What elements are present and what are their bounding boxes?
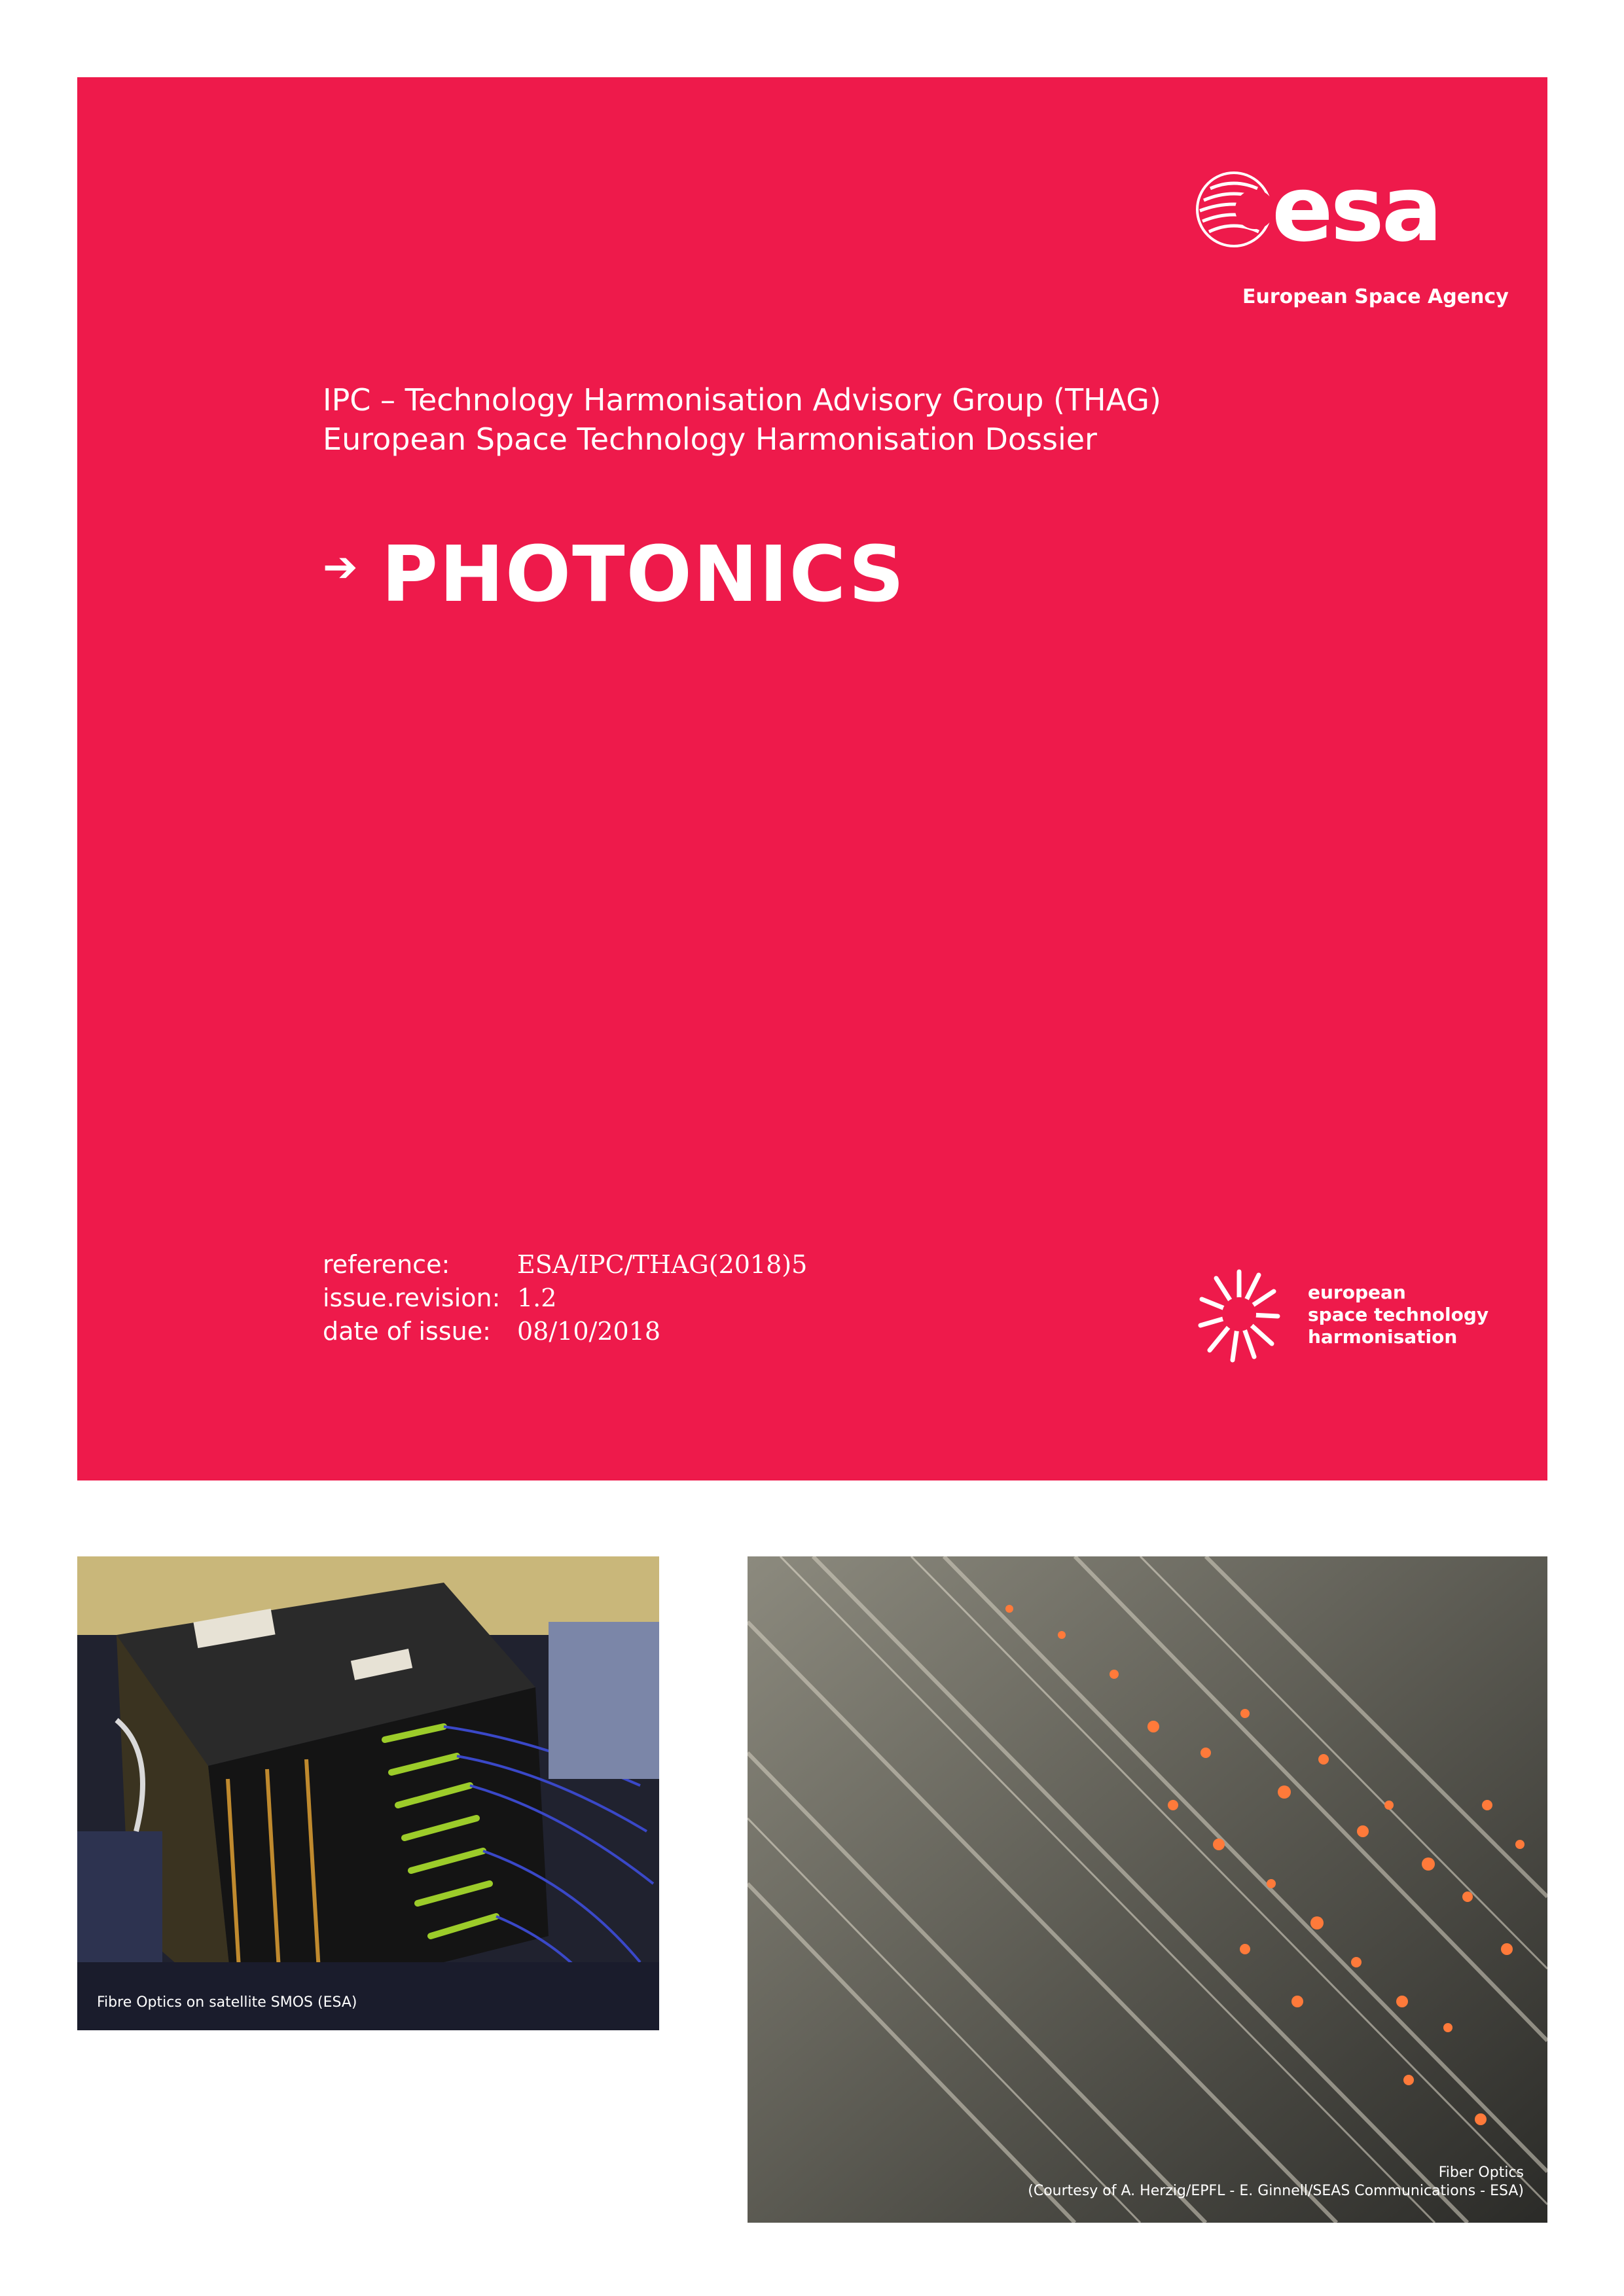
meta-value-issue: 1.2 (517, 1283, 557, 1312)
esth-line-1: european (1308, 1282, 1406, 1303)
agency-name: European Space Agency (1242, 285, 1509, 308)
document-title (323, 529, 905, 619)
arrow-icon: ➔ (323, 543, 359, 592)
cover-panel (77, 77, 1547, 1480)
esth-line-2: space technology (1308, 1304, 1489, 1325)
esa-globe-icon (1195, 161, 1273, 258)
meta-value-date: 08/10/2018 (517, 1317, 661, 1346)
header-line-1: IPC – Technology Harmonisation Advisory Group (THAG) (323, 382, 1161, 418)
header-line-2: European Space Technology Harmonisation Dossier (323, 422, 1097, 457)
meta-label-issue: issue.revision: (323, 1283, 501, 1312)
photo-right-caption-2: (Courtesy of A. Herzig/EPFL - E. Ginnell/SEAS Communications - ESA) (1028, 2183, 1524, 2199)
meta-value-reference: ESA/IPC/THAG(2018)5 (517, 1250, 808, 1279)
esth-sunburst-icon (1197, 1252, 1282, 1376)
smos-hardware-image (77, 1556, 659, 2030)
photo-left-caption: Fibre Optics on satellite SMOS (ESA) (97, 1994, 357, 2011)
esth-wordmark (1308, 1282, 1489, 1348)
esa-wordmark: esa (1272, 156, 1440, 262)
photo-smos-fibre-optics (77, 1556, 659, 2030)
photo-right-caption-1: Fiber Optics (1438, 2164, 1524, 2181)
fiber-optics-image (748, 1556, 1547, 2223)
esa-logo (1195, 156, 1470, 262)
photo-fiber-optics (748, 1556, 1547, 2223)
meta-label-date: date of issue: (323, 1317, 491, 1346)
title-text: PHOTONICS (381, 529, 906, 619)
esth-line-3: harmonisation (1308, 1326, 1458, 1348)
meta-label-reference: reference: (323, 1250, 450, 1279)
